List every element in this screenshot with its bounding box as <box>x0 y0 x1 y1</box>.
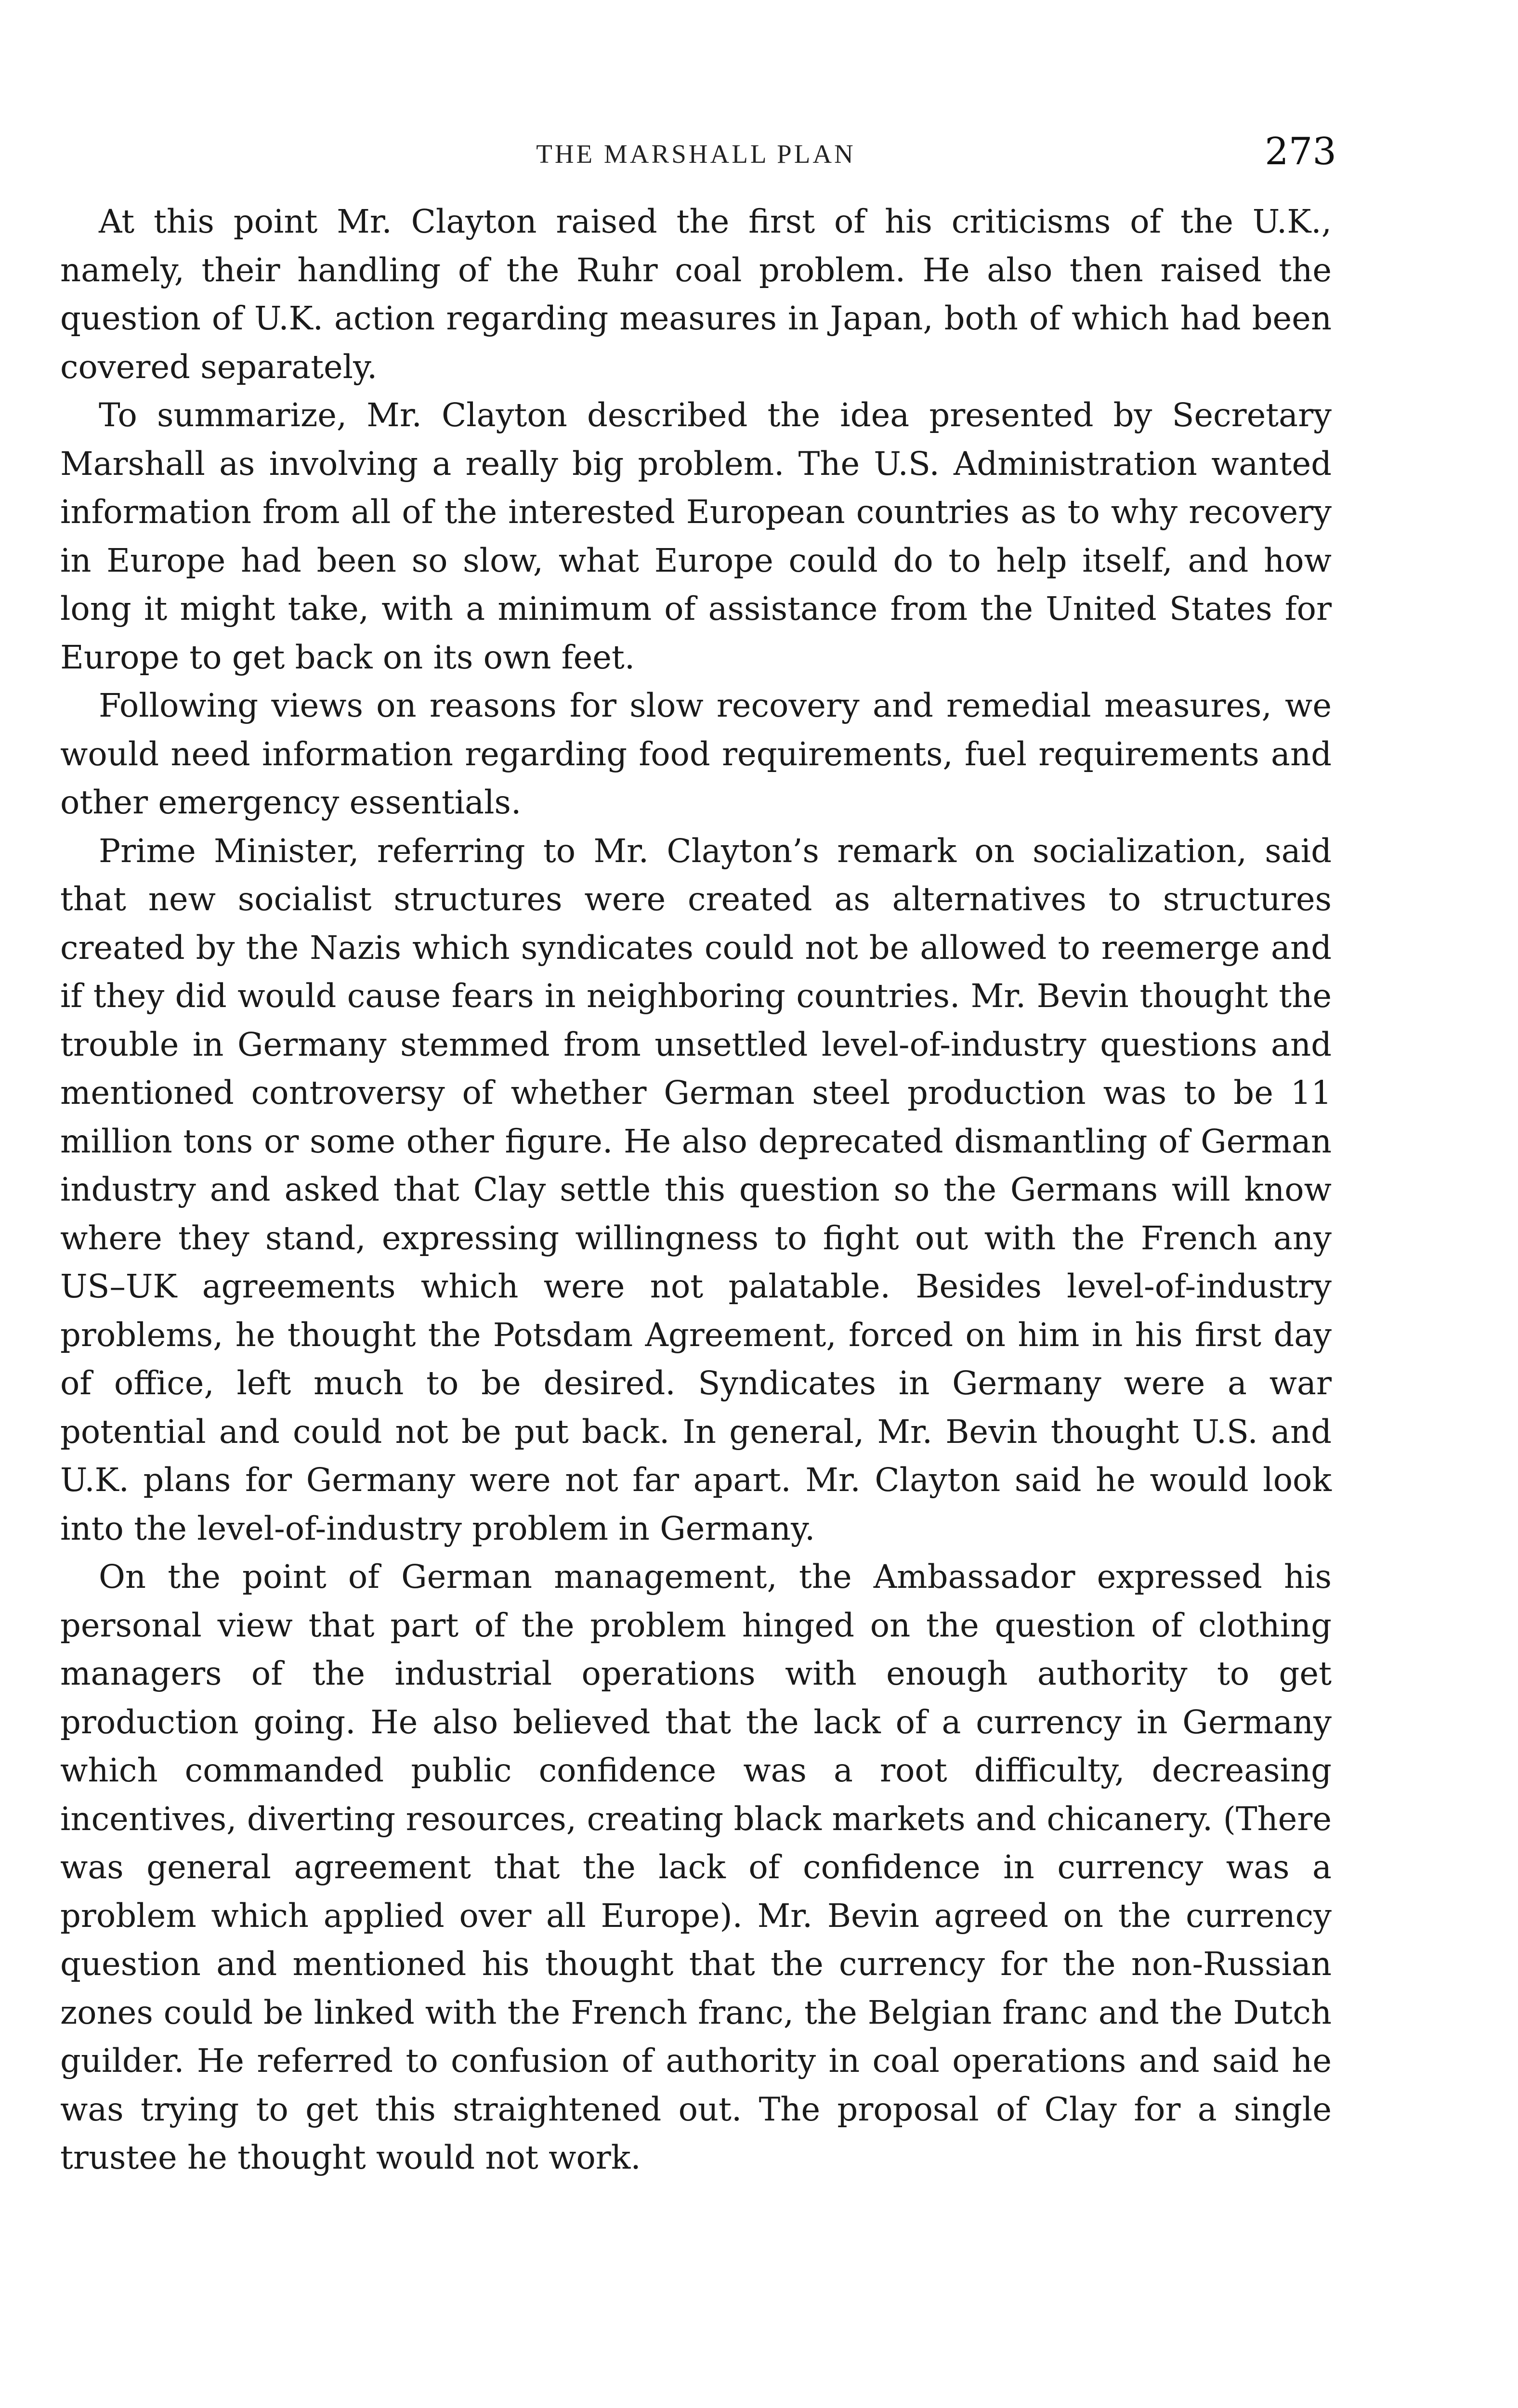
running-head <box>60 130 1336 173</box>
paragraph-clayton-criticisms: At this point Mr. Clayton raised the first of his criticisms of the U.K., namely, their handling of the Ruhr coal problem. He also then raised the question of U.K. action regarding measures in Japan, both of which had been covered separately. <box>60 203 1332 386</box>
running-title: THE MARSHALL PLAN <box>536 139 856 169</box>
paragraph-requirements: Following views on reasons for slow recovery and remedial measures, we would need information regarding food requirements, fuel requirements and other emergency essentials. <box>60 687 1332 821</box>
paragraph-german-management: On the point of German management, the Ambassador expressed his personal view that part of the problem hinged on the question of clothing managers of the industrial operations with enough authority to get production going. He also believed that the lack of a currency in Germany which commanded public confidence was a root difficulty, decreasing incentives, diverting resources, creating black markets and chicanery. (There was general agreement that the lack of confidence in currency was a problem which applied over all Europe). Mr. Bevin agreed on the currency question and mentioned his thought that the currency for the non-Russian zones could be linked with the French franc, the Belgian franc and the Dutch guilder. He referred to confusion of authority in coal operations and said he was trying to get this straightened out. The proposal of Clay for a single trustee he thought would not work. <box>60 1558 1332 2176</box>
body-text <box>60 197 1332 2182</box>
paragraph-summary: To summarize, Mr. Clayton described the idea presented by Secretary Marshall as involving a really big problem. The U.S. Administration wanted information from all of the interested European countries as to why recovery in Europe had been so slow, what Europe could do to help itself, and how long it might take, with a minimum of assistance from the United States for Europe to get back on its own feet. <box>60 396 1332 676</box>
page-number: 273 <box>1265 130 1336 173</box>
paragraph-prime-minister: Prime Minister, referring to Mr. Clayton’s remark on socialization, said that new socialist structures were created as alternatives to structures created by the Nazis which syndicates could not be allowed to reemerge and if they did would cause fears in neighboring countries. Mr. Bevin thought the trouble in Germany stemmed from unsettled level-of-industry questions and mentioned controversy of whether German steel production was to be 11 million tons or some other figure. He also deprecated dismantling of German industry and asked that Clay settle this question so the Germans will know where they stand, expressing willingness to fight out with the French any US–UK agreements which were not palatable. Besides level-of-industry problems, he thought the Potsdam Agreement, forced on him in his first day of office, left much to be desired. Syndicates in Germany were a war potential and could not be put back. In general, Mr. Bevin thought U.S. and U.K. plans for Germany were not far apart. Mr. Clayton said he would look into the level-of-industry problem in Germany. <box>60 832 1332 1547</box>
